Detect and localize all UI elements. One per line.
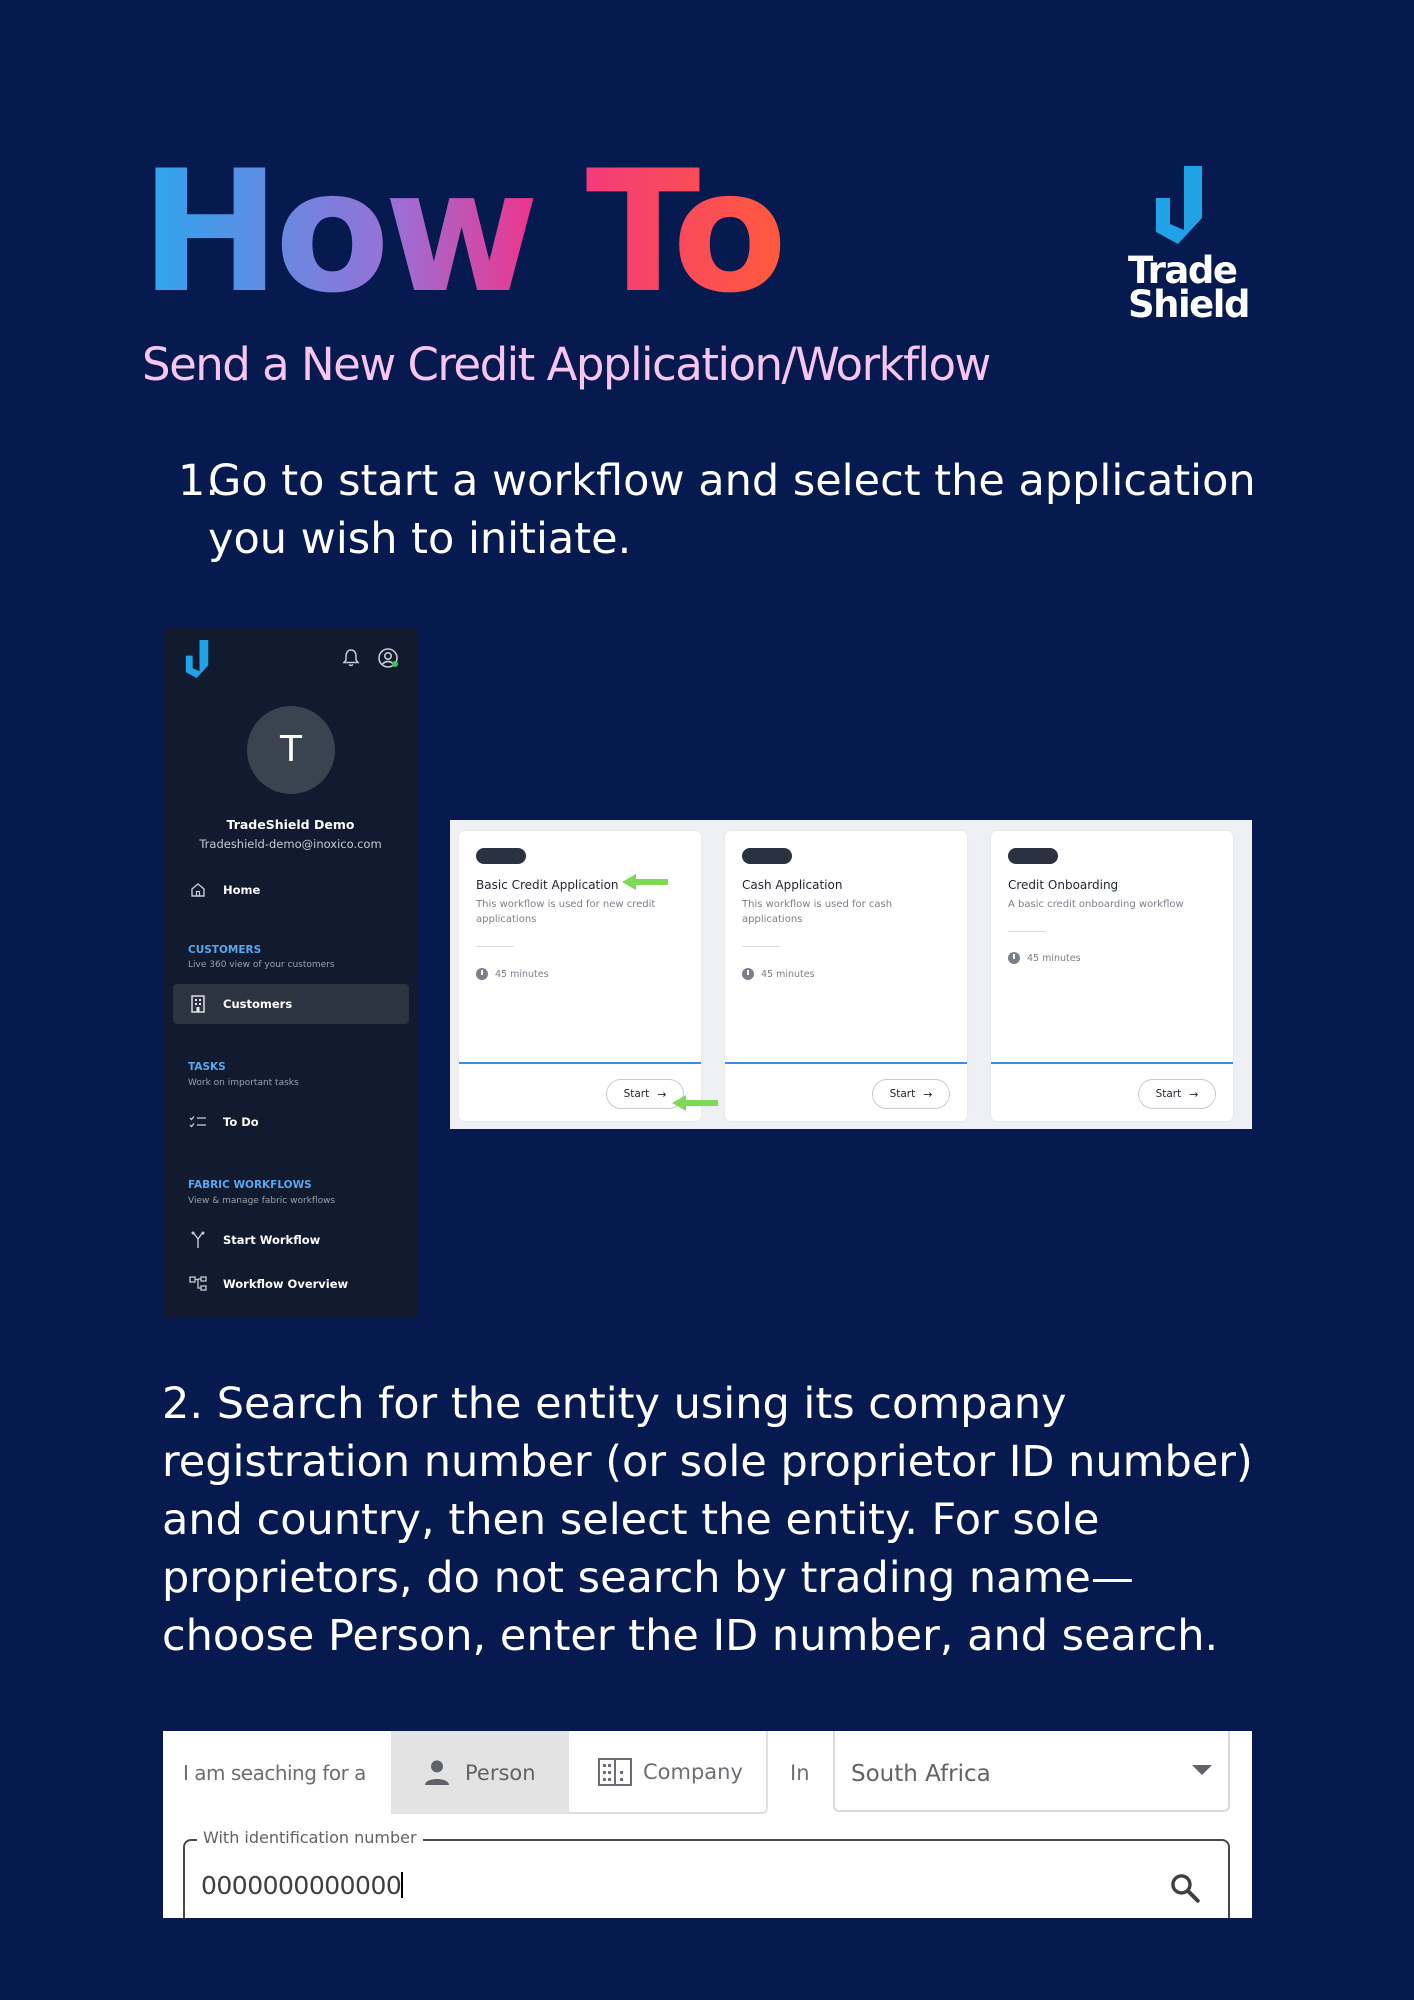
sidebar-item-customers[interactable] [173, 984, 409, 1024]
clock-icon [476, 968, 488, 980]
sidebar-item-todo[interactable] [173, 1102, 409, 1142]
sidebar-item-label: Start Workflow [223, 1233, 321, 1247]
card-tag [742, 848, 792, 864]
identification-number-label: With identification number [197, 1828, 423, 1847]
workflow-cards-screenshot [450, 820, 1252, 1129]
section-title-tasks: TASKS [188, 1061, 226, 1073]
user-email: Tradeshield-demo@inoxico.com [199, 837, 382, 851]
card-tag [1008, 848, 1058, 864]
text-cursor [401, 1872, 403, 1898]
sidebar-item-home[interactable] [173, 870, 409, 910]
clock-icon [742, 968, 754, 980]
company-toggle-label: Company [643, 1759, 743, 1784]
country-select[interactable] [833, 1731, 1230, 1812]
bell-icon[interactable] [341, 648, 361, 668]
search-type-label: I am seaching for a [183, 1761, 366, 1785]
fork-icon [189, 1231, 207, 1249]
card-duration-text: 45 minutes [1027, 952, 1081, 964]
arrow-right-icon: → [1189, 1087, 1199, 1101]
card-accent-bar [725, 1062, 967, 1064]
start-button[interactable] [1138, 1079, 1216, 1109]
step-1 [178, 452, 1278, 568]
brand-logo [1120, 166, 1250, 326]
start-button[interactable] [872, 1079, 950, 1109]
person-toggle-label: Person [465, 1760, 536, 1785]
card-accent-bar [991, 1062, 1233, 1064]
start-button-label: Start [623, 1088, 650, 1100]
arrow-right-icon: → [923, 1087, 933, 1101]
page-subtitle: Send a New Credit Application/Workflow [142, 338, 990, 391]
tradeshield-logo-icon [183, 640, 215, 678]
section-subtitle-tasks: Work on important tasks [188, 1078, 299, 1088]
card-description: This workflow is used for new credit applications [476, 899, 656, 925]
card-tag [476, 848, 526, 864]
avatar[interactable]: T [247, 706, 335, 794]
card-description: This workflow is used for cash applications [742, 899, 893, 925]
start-button-label: Start [889, 1088, 916, 1100]
country-select-value: South Africa [851, 1761, 991, 1787]
user-name: TradeShield Demo [226, 817, 355, 832]
brand-word-shield: Shield [1128, 283, 1249, 326]
green-arrow-icon [620, 872, 670, 892]
arrow-right-icon: → [657, 1087, 667, 1101]
identification-number-input[interactable] [201, 1871, 403, 1900]
sidebar-item-start-workflow[interactable] [173, 1220, 409, 1260]
step-2-text: 2. Search for the entity using its company registration number (or sole proprietor ID number) and country, then select the entity. For sole proprietors, do not search by trading name—choose Person, enter the ID number, and search. [162, 1379, 1253, 1661]
card-duration-text: 45 minutes [761, 968, 815, 980]
green-arrow-icon [670, 1093, 720, 1113]
home-icon [189, 881, 207, 899]
entity-search-screenshot [163, 1731, 1252, 1918]
sidebar-item-workflow-overview[interactable] [173, 1264, 409, 1304]
card-title: Basic Credit Application [476, 878, 619, 892]
step-1-text: Go to start a workflow and select the application you wish to initiate. [208, 456, 1256, 564]
search-icon[interactable] [1168, 1871, 1202, 1905]
card-duration [742, 968, 815, 980]
sidebar-item-label: Customers [223, 997, 293, 1011]
sidebar-item-label: Home [223, 883, 261, 897]
section-title-customers: CUSTOMERS [188, 944, 262, 956]
checklist-icon [189, 1113, 207, 1131]
step-1-number: 1. [178, 456, 220, 506]
person-icon [421, 1757, 453, 1789]
workflow-card[interactable] [991, 831, 1233, 1121]
section-title-fabric-workflows: FABRIC WORKFLOWS [188, 1179, 312, 1191]
card-title: Credit Onboarding [1008, 878, 1119, 892]
clock-icon [1008, 952, 1020, 964]
card-accent-bar [459, 1062, 701, 1064]
card-duration [476, 968, 549, 980]
card-divider [742, 946, 780, 947]
section-subtitle-customers: Live 360 view of your customers [188, 960, 335, 970]
identification-number-value: 0000000000000 [201, 1871, 402, 1900]
sidebar-item-label: Workflow Overview [223, 1277, 349, 1291]
start-button-label: Start [1155, 1088, 1182, 1100]
page-title: How To [140, 134, 782, 330]
company-building-icon [597, 1757, 633, 1787]
card-divider [476, 946, 514, 947]
online-status-dot [392, 661, 398, 667]
identification-number-field[interactable] [183, 1828, 1230, 1918]
card-duration [1008, 952, 1081, 964]
card-title: Cash Application [742, 878, 843, 892]
brand-word-trade: Trade [1128, 249, 1237, 292]
person-toggle-button[interactable] [391, 1731, 569, 1814]
in-label: In [790, 1761, 810, 1785]
workflow-card[interactable] [725, 831, 967, 1121]
tradeshield-logo-icon [1152, 166, 1214, 244]
card-description: A basic credit onboarding workflow [1008, 899, 1184, 910]
section-subtitle-fabric-workflows: View & manage fabric workflows [188, 1196, 336, 1206]
sidebar-screenshot [163, 628, 418, 1318]
dropdown-caret-icon [1192, 1765, 1212, 1775]
card-duration-text: 45 minutes [495, 968, 549, 980]
sidebar-item-label: To Do [223, 1115, 259, 1129]
card-divider [1008, 931, 1046, 932]
building-icon [189, 995, 207, 1013]
workflow-tree-icon [189, 1275, 207, 1293]
company-toggle-button[interactable] [569, 1731, 768, 1814]
